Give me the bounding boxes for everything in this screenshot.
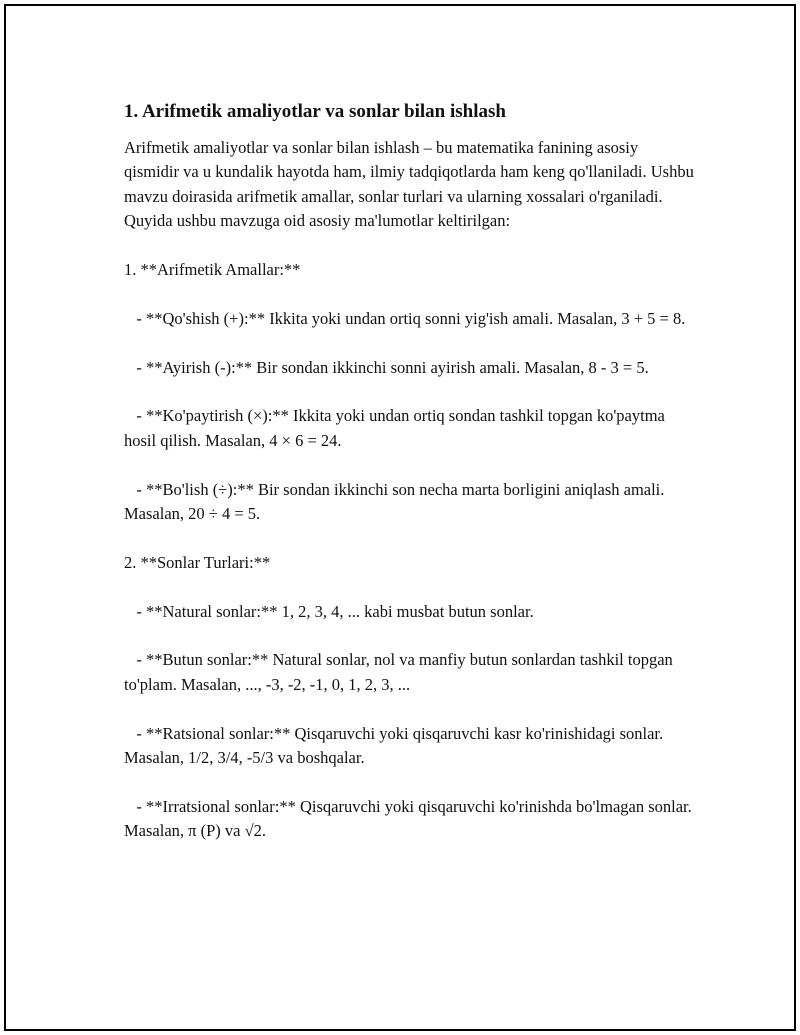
intro-paragraph: Arifmetik amaliyotlar va sonlar bilan ishlash – bu matematika fanining asosiy qismidir va u kundalik hayotda ham, ilmiy tadqiqotlarda ham keng qo'llaniladi. Ushbu mavzu doirasida arifmetik amallar, sonlar turlari va ularning xossalari o'rganiladi. Quyida ushbu mavzuga oid asosiy ma'lumotlar keltirilgan: <box>124 138 698 231</box>
list-item-division: - **Bo'lish (÷):** Bir sondan ikkinchi son necha marta borligini aniqlash amali. Masalan, 20 ÷ 4 = 5. <box>124 479 669 524</box>
list-item-multiplication: - **Ko'paytirish (×):** Ikkita yoki undan ortiq sondan tashkil topgan ko'paytma hosil qilish. Masalan, 4 × 6 = 24. <box>124 406 669 450</box>
section-heading-number-types: 2. **Sonlar Turlari:** <box>124 552 271 572</box>
list-item-subtraction: - **Ayirish (-):** Bir sondan ikkinchi sonni ayirish amali. Masalan, 8 - 3 = 5. <box>124 357 649 377</box>
list-item-integers: - **Butun sonlar:** Natural sonlar, nol va manfiy butun sonlardan tashkil topgan to'plam. Masalan, ..., -3, -2, -1, 0, 1, 2, 3, ... <box>124 650 677 694</box>
list-item-rational-numbers: - **Ratsional sonlar:** Qisqaruvchi yoki qisqaruvchi kasr ko'rinishidagi sonlar. Masalan, 1/2, 3/4, -5/3 va boshqalar. <box>124 723 668 768</box>
page-title: 1. Arifmetik amaliyotlar va sonlar bilan ishlash <box>124 101 506 122</box>
document-page <box>4 4 796 1031</box>
section-heading-arithmetic: 1. **Arifmetik Amallar:** <box>124 260 301 280</box>
list-item-addition: - **Qo'shish (+):** Ikkita yoki undan ortiq sonni yig'ish amali. Masalan, 3 + 5 = 8. <box>124 308 686 328</box>
document-content <box>124 98 698 844</box>
list-item-natural-numbers: - **Natural sonlar:** 1, 2, 3, 4, ... kabi musbat butun sonlar. <box>124 601 534 621</box>
document-body <box>124 136 698 844</box>
list-item-irrational-numbers: - **Irratsional sonlar:** Qisqaruvchi yoki qisqaruvchi ko'rinishda bo'lmagan sonlar. Masalan, π (P) va √2. <box>124 796 696 841</box>
